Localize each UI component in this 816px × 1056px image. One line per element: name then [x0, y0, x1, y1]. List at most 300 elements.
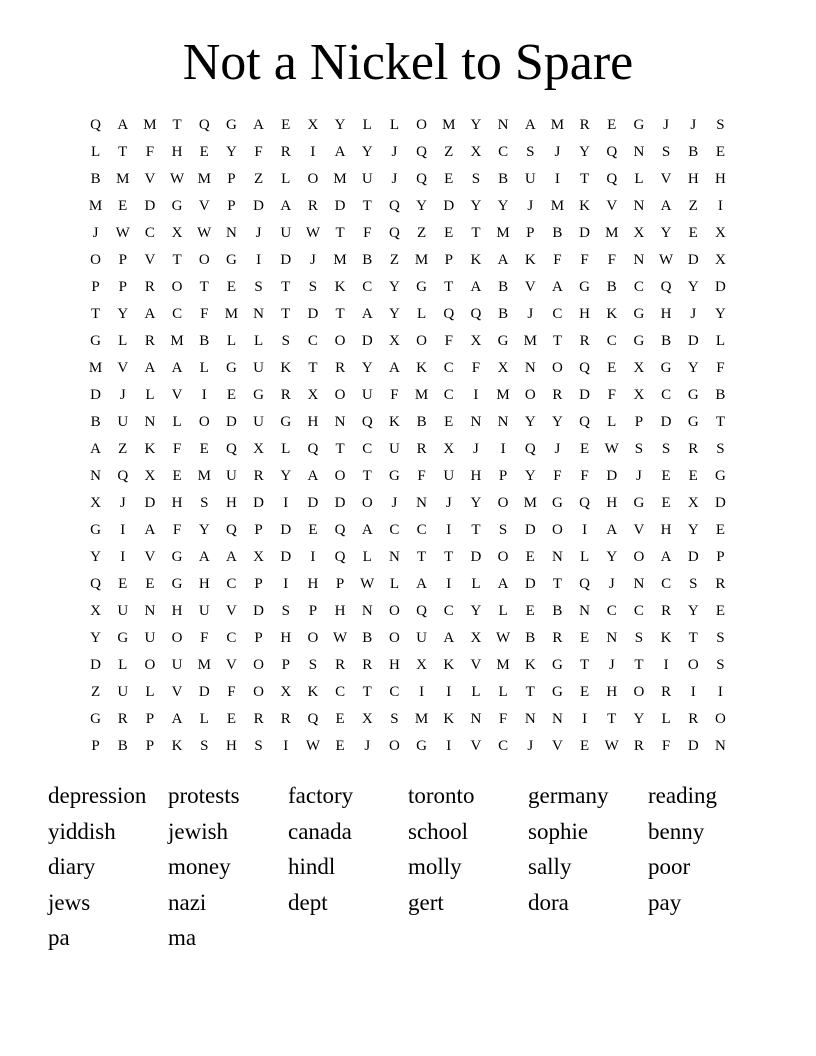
- word-list: [48, 778, 768, 956]
- grid-letter: C: [307, 333, 318, 349]
- grid-letter: L: [389, 117, 399, 133]
- grid-letter: T: [579, 657, 590, 673]
- grid-letter: V: [171, 387, 183, 403]
- grid-letter: A: [416, 576, 427, 592]
- grid-letter: P: [91, 279, 100, 295]
- grid-letter: L: [362, 117, 372, 133]
- grid-letter: I: [582, 522, 588, 538]
- grid-letter: G: [90, 333, 101, 349]
- grid-letter: S: [634, 441, 644, 457]
- grid-letter: S: [390, 711, 399, 727]
- grid-letter: H: [687, 171, 699, 187]
- grid-letter: B: [715, 387, 726, 403]
- grid-letter: T: [688, 630, 698, 646]
- grid-letter: T: [335, 306, 345, 322]
- page-title: Not a Nickel to Spare: [182, 34, 634, 91]
- grid-letter: C: [226, 576, 237, 592]
- grid-letter: E: [579, 630, 590, 646]
- grid-letter: V: [144, 252, 156, 268]
- grid-letter: J: [527, 738, 534, 754]
- grid-letter: I: [446, 684, 452, 700]
- grid-letter: H: [307, 576, 319, 592]
- grid-letter: T: [308, 360, 318, 376]
- grid-letter: Q: [361, 414, 373, 430]
- grid-letter: L: [145, 387, 155, 403]
- grid-letter: Q: [117, 468, 129, 484]
- grid-letter: V: [470, 657, 482, 673]
- grid-letter: J: [391, 144, 398, 160]
- grid-letter: N: [334, 414, 346, 430]
- grid-letter: P: [254, 630, 263, 646]
- grid-letter: M: [197, 468, 211, 484]
- grid-letter: W: [604, 441, 619, 457]
- grid-letter: V: [633, 522, 645, 538]
- grid-letter: T: [335, 441, 345, 457]
- grid-letter: S: [281, 603, 290, 619]
- grid-letter: Y: [416, 198, 427, 214]
- grid-letter: O: [551, 360, 563, 376]
- grid-letter: T: [90, 306, 101, 322]
- grid-letter: T: [416, 549, 427, 565]
- grid-letter: X: [280, 684, 292, 700]
- grid-letter: L: [199, 360, 209, 376]
- grid-letter: Y: [225, 144, 237, 160]
- grid-letter: G: [633, 117, 645, 133]
- grid-letter: N: [144, 414, 156, 430]
- grid-letter: F: [444, 333, 453, 349]
- word-list-item: dept: [288, 889, 328, 915]
- grid-letter: A: [470, 279, 482, 295]
- grid-letter: U: [280, 225, 292, 241]
- grid-letter: D: [90, 387, 101, 403]
- grid-letter: G: [171, 549, 183, 565]
- grid-letter: N: [606, 630, 618, 646]
- grid-letter: H: [714, 171, 726, 187]
- grid-letter: Q: [606, 171, 618, 187]
- grid-letter: B: [688, 144, 699, 160]
- grid-letter: B: [90, 171, 101, 187]
- grid-letter: C: [362, 279, 373, 295]
- grid-letter: H: [307, 414, 319, 430]
- word-list-item: molly: [408, 854, 462, 879]
- grid-letter: M: [116, 171, 130, 187]
- grid-letter: X: [253, 441, 264, 457]
- grid-letter: R: [715, 576, 726, 592]
- grid-letter: A: [253, 117, 264, 133]
- grid-letter: E: [444, 225, 454, 241]
- grid-letter: F: [363, 225, 372, 241]
- grid-letter: Q: [416, 171, 427, 187]
- grid-letter: L: [498, 603, 508, 619]
- grid-letter: T: [715, 414, 725, 430]
- grid-letter: S: [689, 576, 698, 592]
- grid-letter: L: [172, 414, 182, 430]
- grid-letter: O: [497, 495, 509, 511]
- grid-letter: X: [307, 117, 319, 133]
- grid-letter: E: [226, 279, 236, 295]
- grid-letter: C: [498, 738, 509, 754]
- grid-letter: Y: [497, 198, 509, 214]
- grid-letter: A: [606, 522, 618, 538]
- grid-letter: N: [497, 414, 509, 430]
- grid-letter: B: [525, 630, 536, 646]
- grid-letter: B: [416, 414, 427, 430]
- grid-letter: L: [661, 711, 671, 727]
- grid-letter: N: [144, 603, 156, 619]
- grid-letter: Y: [551, 414, 563, 430]
- word-list-item: poor: [648, 854, 691, 879]
- grid-letter: L: [118, 333, 128, 349]
- grid-letter: N: [470, 414, 482, 430]
- grid-letter: Y: [687, 360, 699, 376]
- grid-letter: P: [526, 225, 535, 241]
- grid-letter: U: [443, 468, 455, 484]
- grid-letter: M: [170, 333, 184, 349]
- grid-letter: H: [388, 657, 400, 673]
- grid-letter: D: [334, 198, 346, 214]
- grid-letter: D: [687, 252, 699, 268]
- grid-letter: F: [471, 360, 481, 376]
- grid-letter: X: [388, 333, 400, 349]
- word-list-item: germany: [528, 783, 609, 808]
- grid-letter: L: [362, 549, 372, 565]
- grid-letter: M: [88, 360, 103, 376]
- grid-letter: P: [498, 468, 508, 484]
- grid-letter: J: [690, 117, 697, 133]
- grid-letter: R: [362, 657, 373, 673]
- grid-letter: I: [310, 144, 316, 160]
- grid-letter: N: [714, 738, 726, 754]
- grid-letter: S: [716, 657, 725, 673]
- grid-letter: L: [416, 306, 427, 322]
- grid-letter: M: [414, 387, 429, 403]
- grid-letter: Y: [334, 117, 346, 133]
- grid-letter: H: [225, 495, 237, 511]
- grid-letter: L: [498, 684, 508, 700]
- grid-letter: E: [281, 117, 291, 133]
- grid-letter: G: [551, 684, 563, 700]
- grid-letter: G: [714, 468, 726, 484]
- grid-letter: I: [717, 198, 723, 214]
- grid-letter: E: [579, 441, 590, 457]
- grid-letter: D: [334, 495, 346, 511]
- word-list-item: canada: [288, 818, 352, 844]
- word-list-item: depression: [48, 783, 147, 808]
- grid-letter: Y: [579, 144, 590, 160]
- grid-letter: Q: [388, 225, 400, 241]
- grid-letter: F: [200, 306, 209, 322]
- grid-letter: O: [687, 657, 699, 673]
- grid-letter: K: [307, 684, 319, 700]
- grid-letter: S: [634, 630, 644, 646]
- grid-letter: D: [307, 495, 319, 511]
- grid-letter: E: [661, 495, 671, 511]
- grid-letter: C: [443, 360, 454, 376]
- grid-letter: P: [118, 279, 127, 295]
- grid-letter: E: [688, 225, 698, 241]
- grid-letter: Q: [198, 117, 210, 133]
- grid-letter: A: [361, 522, 373, 538]
- grid-letter: O: [198, 414, 210, 430]
- grid-letter: Y: [90, 549, 101, 565]
- grid-letter: T: [525, 684, 535, 700]
- grid-letter: Y: [470, 198, 482, 214]
- grid-letter: O: [524, 387, 536, 403]
- grid-letter: F: [145, 144, 155, 160]
- grid-letter: D: [253, 603, 264, 619]
- grid-letter: E: [715, 144, 725, 160]
- grid-letter: Y: [388, 306, 400, 322]
- grid-letter: F: [580, 468, 589, 484]
- grid-letter: E: [579, 684, 590, 700]
- grid-letter: U: [388, 441, 400, 457]
- grid-letter: G: [687, 387, 699, 403]
- grid-letter: G: [660, 360, 672, 376]
- grid-letter: A: [307, 468, 319, 484]
- grid-letter: S: [308, 657, 318, 673]
- grid-letter: G: [90, 522, 101, 538]
- grid-letter: N: [90, 468, 101, 484]
- grid-letter: M: [442, 117, 456, 133]
- grid-letter: C: [552, 306, 563, 322]
- grid-letter: H: [660, 522, 672, 538]
- grid-letter: B: [199, 333, 210, 349]
- grid-letter: I: [473, 387, 479, 403]
- grid-letter: X: [307, 387, 319, 403]
- grid-letter: X: [687, 495, 699, 511]
- grid-letter: U: [361, 171, 373, 187]
- grid-letter: U: [253, 414, 264, 430]
- grid-letter: R: [280, 711, 291, 727]
- grid-letter: Q: [579, 360, 590, 376]
- grid-letter: T: [552, 333, 562, 349]
- grid-letter: M: [224, 306, 239, 322]
- grid-letter: A: [497, 576, 509, 592]
- grid-letter: S: [716, 630, 725, 646]
- grid-letter: N: [497, 117, 509, 133]
- grid-letter: X: [361, 711, 373, 727]
- grid-letter: F: [227, 684, 236, 700]
- grid-letter: X: [633, 225, 645, 241]
- grid-letter: V: [660, 171, 672, 187]
- grid-letter: I: [120, 549, 126, 565]
- grid-letter: A: [551, 279, 563, 295]
- grid-letter: N: [524, 711, 536, 727]
- grid-letter: S: [200, 738, 209, 754]
- grid-letter: J: [119, 387, 126, 403]
- grid-letter: Y: [117, 306, 129, 322]
- grid-letter: C: [661, 387, 672, 403]
- grid-letter: G: [416, 279, 427, 295]
- grid-letter: P: [254, 576, 263, 592]
- grid-letter: A: [524, 117, 536, 133]
- grid-letter: E: [607, 117, 617, 133]
- grid-letter: C: [443, 387, 454, 403]
- grid-letter: O: [633, 684, 645, 700]
- grid-letter: J: [364, 738, 371, 754]
- grid-letter: P: [91, 738, 100, 754]
- grid-letter: R: [117, 711, 128, 727]
- grid-letter: I: [663, 657, 669, 673]
- grid-letter: O: [388, 603, 400, 619]
- grid-letter: S: [661, 144, 671, 160]
- grid-letter: C: [633, 603, 644, 619]
- grid-letter: K: [144, 441, 156, 457]
- grid-letter: Q: [470, 306, 482, 322]
- grid-letter: C: [661, 576, 672, 592]
- grid-letter: D: [687, 549, 699, 565]
- grid-letter: K: [280, 360, 292, 376]
- grid-letter: M: [143, 117, 157, 133]
- grid-letter: W: [495, 630, 511, 646]
- grid-letter: J: [445, 495, 452, 511]
- grid-letter: A: [198, 549, 210, 565]
- grid-letter: D: [225, 414, 237, 430]
- grid-letter: F: [498, 711, 508, 727]
- grid-letter: K: [524, 657, 536, 673]
- grid-letter: I: [446, 576, 452, 592]
- grid-letter: L: [715, 333, 725, 349]
- grid-letter: Z: [389, 252, 399, 268]
- grid-letter: P: [716, 549, 725, 565]
- grid-letter: I: [446, 522, 452, 538]
- grid-letter: G: [687, 414, 699, 430]
- grid-letter: J: [663, 117, 669, 133]
- grid-letter: E: [525, 549, 535, 565]
- grid-letter: N: [416, 495, 427, 511]
- grid-letter: H: [606, 684, 618, 700]
- grid-letter: P: [145, 738, 155, 754]
- grid-letter: V: [225, 603, 237, 619]
- grid-letter: I: [120, 522, 126, 538]
- grid-letter: T: [335, 225, 345, 241]
- grid-letter: O: [388, 738, 400, 754]
- grid-letter: S: [526, 144, 535, 160]
- grid-letter: E: [118, 576, 128, 592]
- grid-letter: Z: [416, 225, 427, 241]
- grid-letter: X: [714, 252, 726, 268]
- grid-letter: H: [171, 144, 183, 160]
- grid-letter: Y: [660, 225, 672, 241]
- grid-letter: X: [253, 549, 264, 565]
- grid-letter: C: [416, 522, 427, 538]
- grid-letter: C: [443, 603, 454, 619]
- grid-letter: O: [144, 657, 156, 673]
- grid-letter: M: [333, 252, 347, 268]
- grid-letter: O: [334, 387, 346, 403]
- grid-letter: U: [361, 387, 373, 403]
- grid-letter: R: [280, 387, 291, 403]
- grid-letter: P: [634, 414, 644, 430]
- grid-letter: V: [470, 738, 482, 754]
- grid-letter: Y: [361, 144, 373, 160]
- grid-letter: L: [389, 576, 399, 592]
- grid-letter: F: [172, 441, 182, 457]
- grid-letter: Q: [307, 711, 319, 727]
- word-list-item: school: [408, 818, 469, 844]
- grid-letter: I: [554, 171, 560, 187]
- grid-letter: S: [281, 333, 290, 349]
- grid-letter: B: [552, 603, 563, 619]
- grid-letter: A: [171, 360, 183, 376]
- grid-letter: G: [497, 333, 509, 349]
- grid-letter: U: [117, 603, 129, 619]
- grid-letter: K: [579, 198, 590, 214]
- grid-letter: D: [524, 576, 536, 592]
- grid-letter: G: [171, 576, 183, 592]
- grid-letter: H: [198, 576, 210, 592]
- grid-letter: G: [117, 630, 129, 646]
- grid-letter: A: [144, 360, 156, 376]
- grid-letter: T: [552, 576, 562, 592]
- grid-letter: I: [717, 684, 723, 700]
- grid-letter: O: [334, 333, 346, 349]
- grid-letter: R: [579, 333, 590, 349]
- grid-letter: H: [171, 495, 183, 511]
- grid-letter: O: [307, 630, 319, 646]
- word-list-item: toronto: [408, 783, 475, 808]
- grid-letter: P: [308, 603, 318, 619]
- grid-letter: F: [200, 630, 209, 646]
- grid-letter: X: [470, 333, 482, 349]
- grid-letter: Q: [416, 144, 427, 160]
- grid-letter: A: [388, 360, 400, 376]
- grid-letter: O: [714, 711, 726, 727]
- grid-letter: U: [225, 468, 237, 484]
- grid-letter: R: [253, 468, 264, 484]
- grid-letter: R: [552, 630, 563, 646]
- grid-letter: W: [604, 738, 619, 754]
- grid-letter: A: [144, 306, 156, 322]
- grid-letter: Q: [660, 279, 672, 295]
- grid-letter: B: [498, 306, 509, 322]
- grid-letter: U: [524, 171, 536, 187]
- grid-letter: E: [525, 603, 535, 619]
- grid-letter: F: [172, 522, 182, 538]
- grid-letter: G: [225, 360, 237, 376]
- grid-letter: M: [550, 198, 565, 214]
- grid-letter: O: [416, 333, 427, 349]
- grid-letter: O: [361, 495, 373, 511]
- grid-letter: E: [199, 441, 209, 457]
- grid-letter: R: [688, 441, 699, 457]
- grid-letter: D: [579, 387, 590, 403]
- grid-letter: D: [606, 468, 618, 484]
- grid-letter: N: [361, 603, 373, 619]
- grid-letter: E: [172, 468, 182, 484]
- grid-letter: X: [144, 468, 156, 484]
- grid-letter: B: [498, 279, 509, 295]
- grid-letter: O: [497, 549, 509, 565]
- grid-letter: P: [227, 171, 236, 187]
- word-list-item: reading: [648, 783, 717, 808]
- grid-letter: X: [90, 495, 101, 511]
- grid-letter: R: [552, 387, 563, 403]
- grid-letter: F: [553, 468, 562, 484]
- grid-letter: K: [606, 306, 618, 322]
- grid-letter: A: [117, 117, 129, 133]
- word-list-item: benny: [648, 818, 705, 844]
- grid-letter: S: [254, 738, 263, 754]
- grid-letter: Q: [334, 549, 346, 565]
- grid-letter: X: [714, 225, 726, 241]
- grid-letter: B: [498, 171, 509, 187]
- grid-letter: D: [253, 198, 264, 214]
- grid-letter: E: [308, 522, 318, 538]
- grid-letter: K: [470, 252, 482, 268]
- grid-letter: F: [716, 360, 725, 376]
- grid-letter: I: [283, 738, 289, 754]
